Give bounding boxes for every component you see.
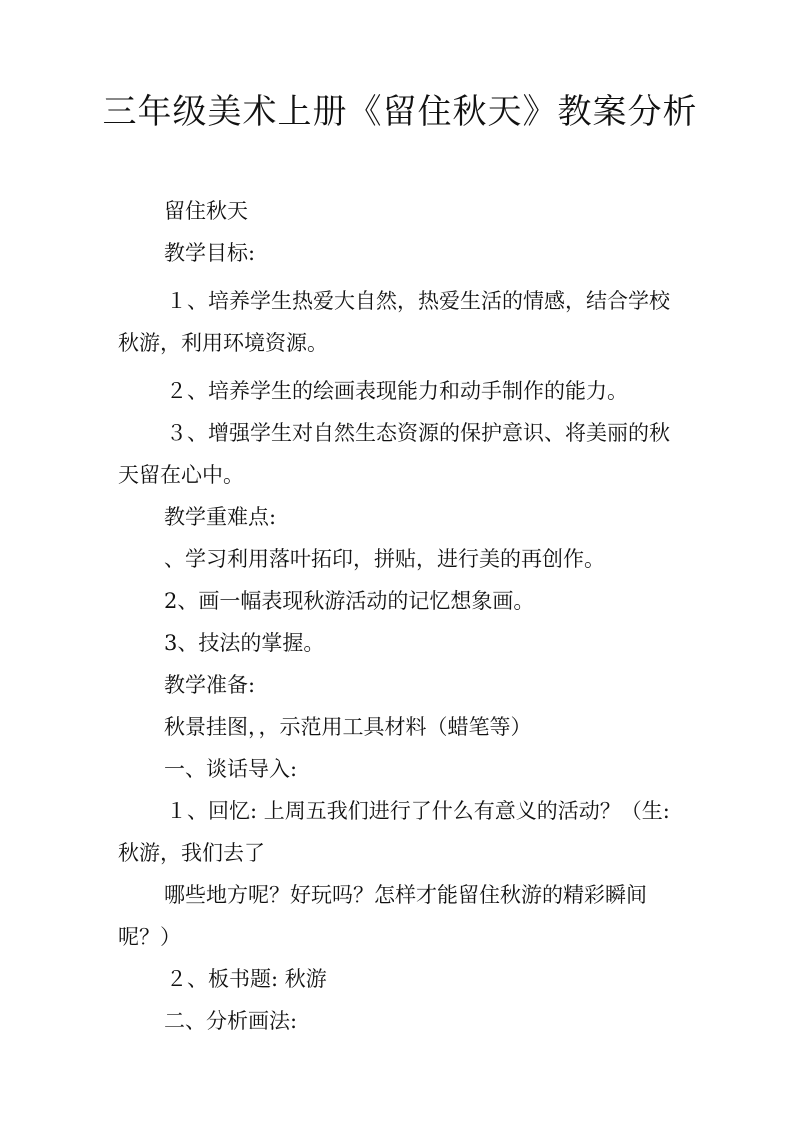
paragraph: 秋景挂图，，示范用工具材料（蜡笔等） xyxy=(164,715,532,739)
list-item: ３、增强学生对自然生态资源的保护意识、将美丽的秋 xyxy=(166,421,670,445)
list-item: 3、技法的掌握。 xyxy=(164,631,325,655)
document-title: 三年级美术上册《留住秋天》教案分析 xyxy=(102,92,698,132)
list-item-continued: 秋游，我们去了 xyxy=(118,841,265,865)
list-item: １、培养学生热爱大自然，热爱生活的情感，结合学校 xyxy=(166,289,670,313)
list-item: ２、培养学生的绘画表现能力和动手制作的能力。 xyxy=(166,379,628,403)
list-item: 2、画一幅表现秋游活动的记忆想象画。 xyxy=(164,589,535,613)
section-heading: 教学重难点: xyxy=(164,505,277,529)
section-heading: 一、谈话导入: xyxy=(164,757,298,781)
section-heading: 留住秋天 xyxy=(164,199,248,223)
list-item-continued: 天留在心中。 xyxy=(118,463,244,487)
section-heading: 教学目标: xyxy=(164,241,256,265)
list-item: 、学习利用落叶拓印，拼贴，进行美的再创作。 xyxy=(164,547,605,571)
list-item: １、回忆: 上周五我们进行了什么有意义的活动？（生: xyxy=(166,799,670,823)
paragraph: 哪些地方呢？好玩吗？怎样才能留住秋游的精彩瞬间 xyxy=(164,883,647,907)
section-heading: 教学准备: xyxy=(164,673,256,697)
list-item: ２、板书题: 秋游 xyxy=(166,967,327,991)
list-item-continued: 秋游，利用环境资源。 xyxy=(118,331,328,355)
list-item-continued: 呢？） xyxy=(118,925,181,949)
section-heading: 二、分析画法: xyxy=(164,1009,298,1033)
